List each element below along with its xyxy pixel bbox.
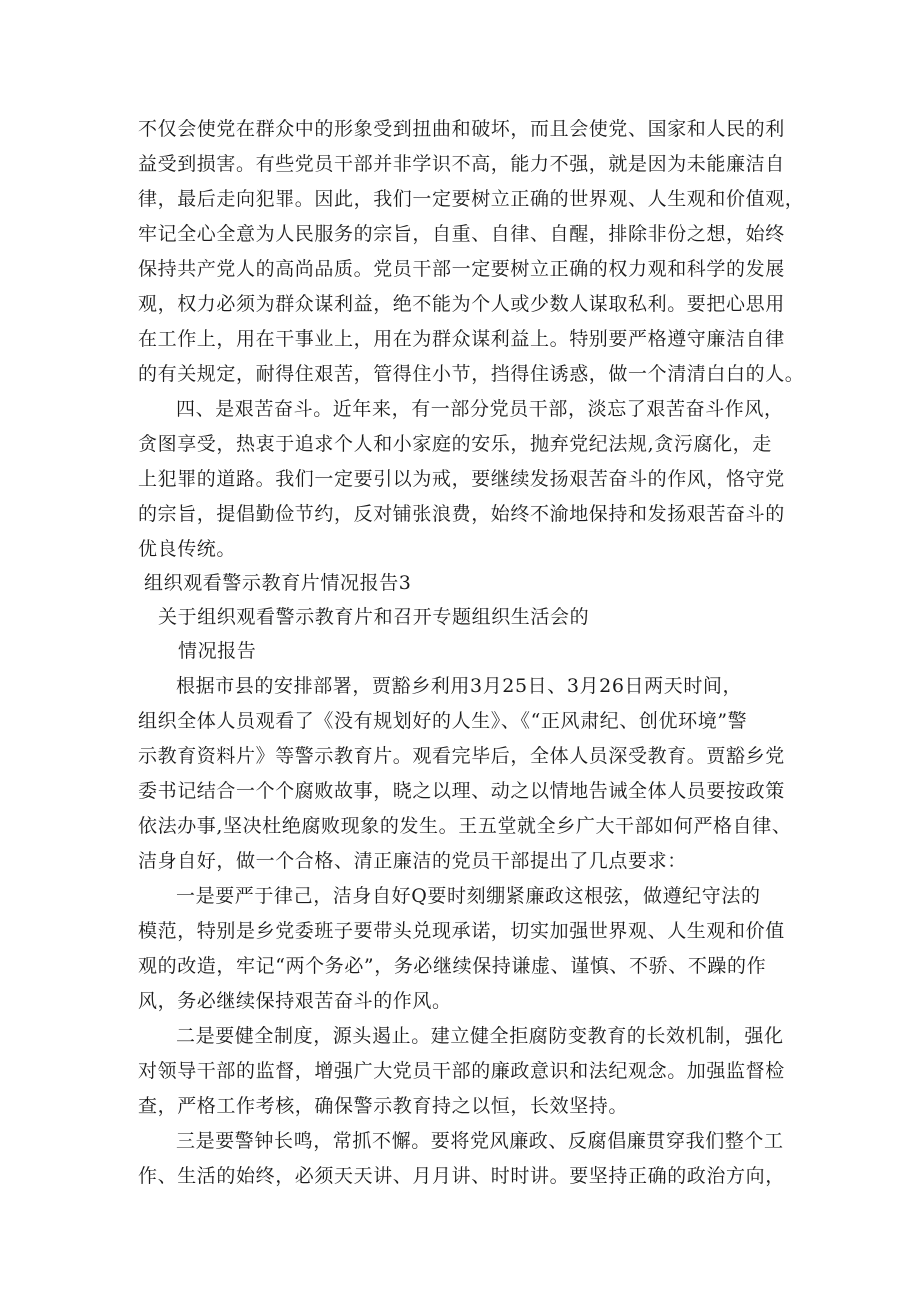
paragraph-line: 根据市县的安排部署，贾豁乡利用3月25日、3月26日两天时间， xyxy=(176,675,743,697)
paragraph-line: 组织全体人员观看了《没有规划好的人生》、《“正风肃纪、创优环境”警 xyxy=(138,710,748,732)
paragraph-line: 的宗旨，提倡勤俭节约，反对铺张浪费，始终不渝地保持和发扬艰苦奋斗的 xyxy=(138,503,785,525)
paragraph-line: 一是要严于律己，洁身自好Q要时刻绷紧廉政这根弦，做遵纪守法的 xyxy=(176,885,761,907)
paragraph-line: 示教育资料片》等警示教育片。观看完毕后，全体人员深受教育。贾豁乡党 xyxy=(138,745,785,767)
report-title: 关于组织观看警示教育片和召开专题组织生活会的 xyxy=(158,606,590,628)
section-heading: 组织观看警示教育片情况报告3 xyxy=(144,572,412,594)
paragraph-line: 观，权力必须为群众谋利益，绝不能为个人或少数人谋取私利。要把心思用 xyxy=(138,293,785,315)
paragraph-line: 委书记结合一个个腐败故事，晓之以理、动之以情地告诫全体人员要按政策 xyxy=(138,780,785,802)
paragraph-line: 四、是艰苦奋斗。近年来，有一部分党员干部，淡忘了艰苦奋斗作风， xyxy=(176,398,784,420)
paragraph-line: 不仅会使党在群众中的形象受到扭曲和破坏，而且会使党、国家和人民的利 xyxy=(138,118,785,140)
paragraph-line: 保持共产党人的高尚品质。党员干部一定要树立正确的权力观和科学的发展 xyxy=(138,258,785,280)
paragraph-line: 二是要健全制度，源头遏止。建立健全拒腐防变教育的长效机制，强化 xyxy=(176,1025,784,1047)
paragraph-line: 洁身自好，做一个合格、清正廉洁的党员干部提出了几点要求： xyxy=(138,850,687,872)
paragraph-line: 律，最后走向犯罪。因此，我们一定要树立正确的世界观、人生观和价值观， xyxy=(138,188,805,210)
paragraph-line: 上犯罪的道路。我们一定要引以为戒，要继续发扬艰苦奋斗的作风，恪守党 xyxy=(138,468,785,490)
paragraph-line: 观的改造，牢记“两个务必”，务必继续保持谦虚、谨慎、不骄、不躁的作 xyxy=(138,955,767,977)
paragraph-line: 益受到损害。有些党员干部并非学识不高，能力不强，就是因为未能廉洁自 xyxy=(138,153,785,175)
paragraph-line: 三是要警钟长鸣，常抓不懈。要将党风廉政、反腐倡廉贯穿我们整个工 xyxy=(176,1130,784,1152)
paragraph-line: 依法办事,坚决杜绝腐败现象的发生。王五堂就全乡广大干部如何严格自律、 xyxy=(138,815,792,837)
paragraph-line: 的有关规定，耐得住艰苦，管得住小节，挡得住诱惑，做一个清清白白的人。 xyxy=(138,363,805,385)
paragraph-line: 牢记全心全意为人民服务的宗旨，自重、自律、自醒，排除非份之想，始终 xyxy=(138,223,785,245)
paragraph-line: 在工作上，用在干事业上，用在为群众谋利益上。特别要严格遵守廉洁自律 xyxy=(138,328,785,350)
paragraph-line: 优良传统。 xyxy=(138,538,237,560)
paragraph-line: 对领导干部的监督，增强广大党员干部的廉政意识和法纪观念。加强监督检 xyxy=(138,1060,785,1082)
paragraph-line: 查，严格工作考核，确保警示教育持之以恒，长效坚持。 xyxy=(138,1095,629,1117)
paragraph-line: 贪图享受，热衷于追求个人和小家庭的安乐，抛弃党纪法规,贪污腐化，走 xyxy=(138,433,772,455)
paragraph-line: 风，务必继续保持艰苦奋斗的作风。 xyxy=(138,990,452,1012)
report-title: 情况报告 xyxy=(178,640,257,662)
paragraph-line: 模范，特别是乡党委班子要带头兑现承诺，切实加强世界观、人生观和价值 xyxy=(138,920,785,942)
paragraph-line: 作、生活的始终，必须天天讲、月月讲、时时讲。要坚持正确的政治方向， xyxy=(138,1165,785,1187)
